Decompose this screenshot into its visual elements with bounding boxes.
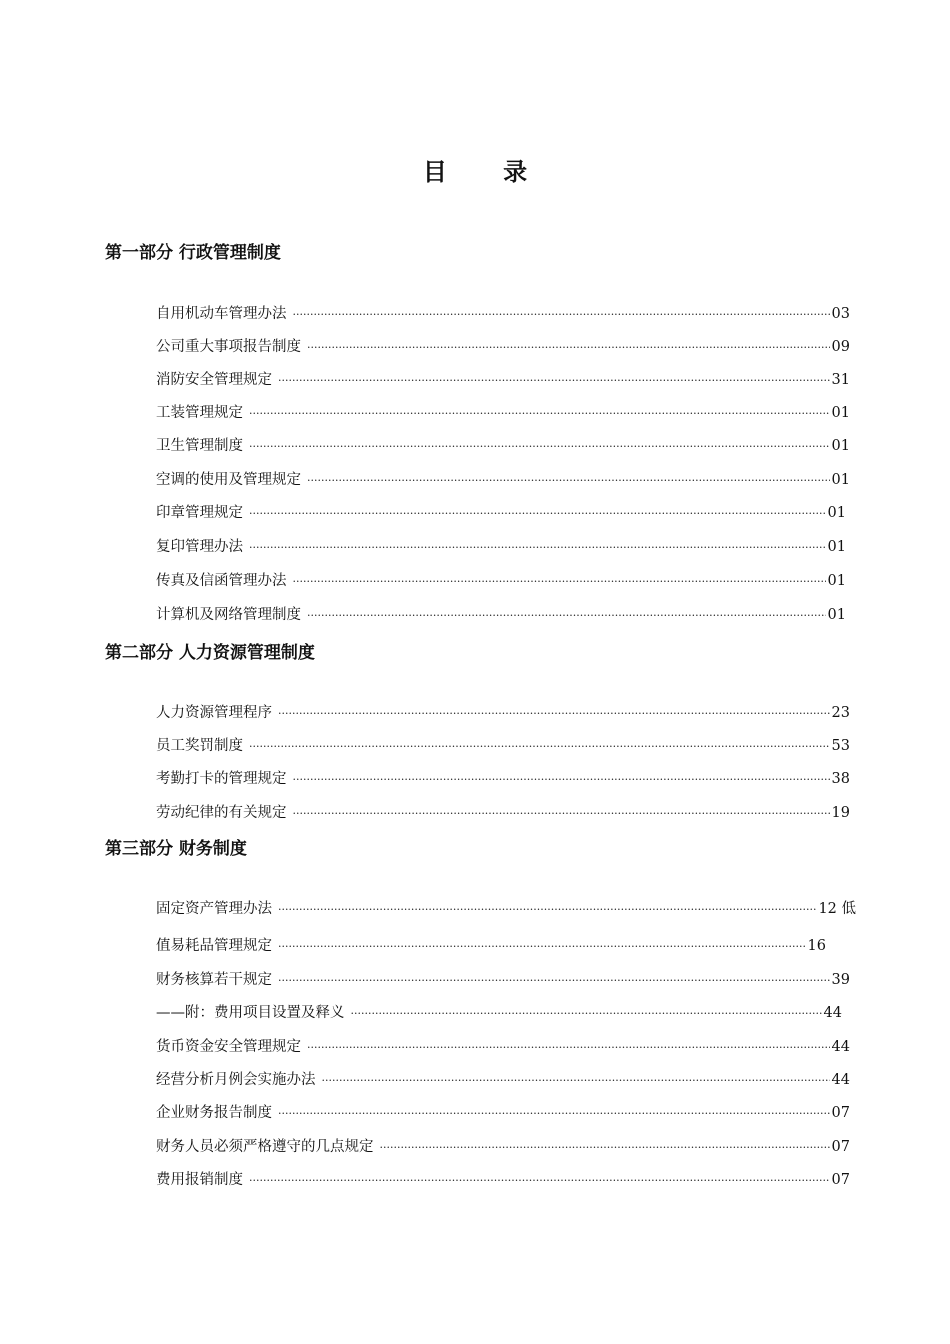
leader-dots bbox=[278, 374, 830, 387]
toc-entry-page: 44 bbox=[823, 1005, 842, 1021]
toc-entry[interactable] bbox=[156, 1035, 850, 1055]
leader-dots bbox=[278, 1107, 830, 1120]
toc-entry[interactable] bbox=[156, 1135, 850, 1155]
leader-dots bbox=[307, 474, 830, 487]
leader-dots bbox=[307, 341, 830, 354]
toc-entry-label: 值易耗品管理规定 bbox=[156, 938, 272, 954]
toc-entry-page: 44 bbox=[831, 1072, 850, 1088]
toc-entry[interactable] bbox=[156, 468, 850, 488]
toc-entry-page: 01 bbox=[831, 438, 850, 454]
toc-entry-label: 复印管理办法 bbox=[156, 539, 243, 555]
leader-dots bbox=[322, 1074, 830, 1087]
leader-dots bbox=[307, 609, 826, 622]
toc-entry-page: 39 bbox=[831, 972, 850, 988]
leader-dots bbox=[249, 507, 826, 520]
toc-entry-label: 消防安全管理规定 bbox=[156, 372, 272, 388]
toc-entry[interactable] bbox=[156, 1101, 850, 1121]
toc-entry[interactable] bbox=[156, 801, 850, 821]
toc-entry-page: 16 bbox=[807, 938, 826, 954]
leader-dots bbox=[278, 940, 806, 953]
toc-entry-page: 53 bbox=[831, 738, 850, 754]
toc-entry-label: 传真及信函管理办法 bbox=[156, 573, 287, 589]
toc-entry[interactable] bbox=[156, 1168, 850, 1188]
toc-entry[interactable] bbox=[156, 335, 850, 355]
toc-entry-page: 07 bbox=[831, 1105, 850, 1121]
toc-entry-label: 货币资金安全管理规定 bbox=[156, 1039, 301, 1055]
leader-dots bbox=[380, 1141, 830, 1154]
toc-entry-page: 01 bbox=[831, 405, 850, 421]
page-title: 目 录 bbox=[422, 157, 552, 186]
toc-entry-label: 考勤打卡的管理规定 bbox=[156, 771, 287, 787]
leader-dots bbox=[249, 541, 826, 554]
toc-entry-label: ——附：费用项目设置及释义 bbox=[156, 1005, 345, 1021]
toc-entry-label: 员工奖罚制度 bbox=[156, 738, 243, 754]
leader-dots bbox=[293, 773, 830, 786]
toc-entry[interactable] bbox=[156, 368, 850, 388]
toc-entry-label: 财务人员必须严格遵守的几点规定 bbox=[156, 1139, 374, 1155]
toc-entry-label: 自用机动车管理办法 bbox=[156, 306, 287, 322]
leader-dots bbox=[307, 1041, 830, 1054]
toc-entry[interactable] bbox=[156, 603, 846, 623]
toc-entry-label: 空调的使用及管理规定 bbox=[156, 472, 301, 488]
toc-entry[interactable] bbox=[156, 897, 856, 917]
toc-entry[interactable] bbox=[156, 1001, 842, 1021]
toc-entry-page: 01 bbox=[827, 539, 846, 555]
toc-entry[interactable] bbox=[156, 434, 850, 454]
toc-entry[interactable] bbox=[156, 1068, 850, 1088]
section-heading-hr: 第二部分 人力资源管理制度 bbox=[105, 643, 315, 663]
toc-entry-page: 01 bbox=[827, 573, 846, 589]
toc-entry[interactable] bbox=[156, 535, 846, 555]
leader-dots bbox=[351, 1007, 822, 1020]
leader-dots bbox=[293, 308, 830, 321]
toc-entry-label: 企业财务报告制度 bbox=[156, 1105, 272, 1121]
toc-entry-page: 03 bbox=[831, 306, 850, 322]
toc-entry-label: 计算机及网络管理制度 bbox=[156, 607, 301, 623]
toc-entry[interactable] bbox=[156, 701, 850, 721]
leader-dots bbox=[293, 575, 826, 588]
toc-entry-page: 07 bbox=[831, 1139, 850, 1155]
toc-entry-page: 19 bbox=[831, 805, 850, 821]
toc-entry-label: 人力资源管理程序 bbox=[156, 705, 272, 721]
toc-entry-page: 38 bbox=[831, 771, 850, 787]
leader-dots bbox=[293, 807, 830, 820]
leader-dots bbox=[249, 440, 830, 453]
toc-entry[interactable] bbox=[156, 569, 846, 589]
toc-entry-page: 01 bbox=[827, 607, 846, 623]
toc-entry-label: 费用报销制度 bbox=[156, 1172, 243, 1188]
toc-entry-label: 固定资产管理办法 bbox=[156, 901, 272, 917]
toc-entry-page: 01 bbox=[831, 472, 850, 488]
toc-entry-page: 01 bbox=[827, 505, 846, 521]
toc-entry-label: 经营分析月例会实施办法 bbox=[156, 1072, 316, 1088]
leader-dots bbox=[278, 974, 830, 987]
toc-entry-label: 财务核算若干规定 bbox=[156, 972, 272, 988]
toc-entry[interactable] bbox=[156, 734, 850, 754]
toc-entry[interactable] bbox=[156, 934, 826, 954]
toc-entry-label: 卫生管理制度 bbox=[156, 438, 243, 454]
leader-dots bbox=[249, 407, 830, 420]
toc-entry-label: 印章管理规定 bbox=[156, 505, 243, 521]
toc-entry-page: 12 低 bbox=[818, 901, 856, 917]
toc-entry[interactable] bbox=[156, 968, 850, 988]
toc-entry-page: 31 bbox=[831, 372, 850, 388]
toc-entry-label: 公司重大事项报告制度 bbox=[156, 339, 301, 355]
toc-entry-page: 23 bbox=[831, 705, 850, 721]
leader-dots bbox=[278, 903, 816, 916]
toc-entry[interactable] bbox=[156, 767, 850, 787]
toc-entry-page: 44 bbox=[831, 1039, 850, 1055]
toc-entry-page: 09 bbox=[831, 339, 850, 355]
toc-entry-label: 劳动纪律的有关规定 bbox=[156, 805, 287, 821]
toc-entry-page: 07 bbox=[831, 1172, 850, 1188]
section-heading-admin: 第一部分 行政管理制度 bbox=[105, 243, 281, 263]
toc-entry[interactable] bbox=[156, 302, 850, 322]
leader-dots bbox=[249, 1174, 830, 1187]
leader-dots bbox=[249, 740, 830, 753]
toc-entry[interactable] bbox=[156, 401, 850, 421]
leader-dots bbox=[278, 707, 830, 720]
toc-entry-label: 工装管理规定 bbox=[156, 405, 243, 421]
toc-entry[interactable] bbox=[156, 501, 846, 521]
section-heading-finance: 第三部分 财务制度 bbox=[105, 839, 247, 859]
